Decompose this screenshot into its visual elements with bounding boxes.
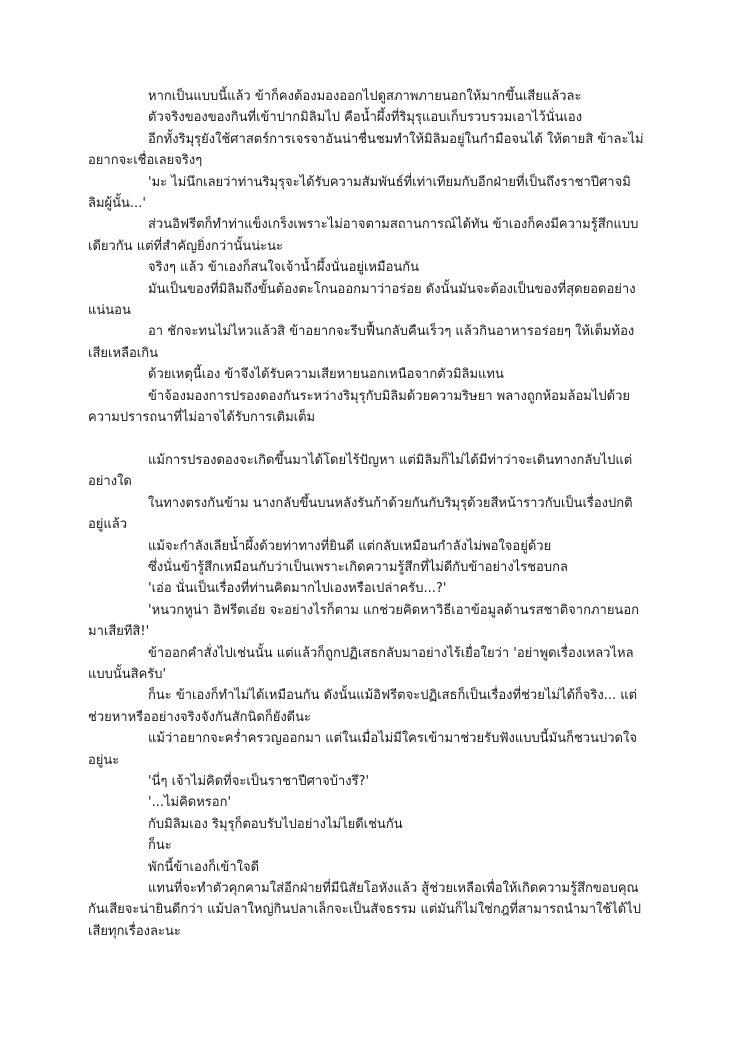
paragraph: ส่วนอิฟรีตก็ทำท่าแข็งเกร็งเพราะไม่อาจตามสถานการณ์ได้ทัน ข้าเองก็คงมีความรู้สึกแบบเดียวกัน แต่ที่สำคัญยิ่งกว่านั้นน่ะนะ [88, 217, 639, 254]
body-text [88, 86, 646, 942]
paragraph: ด้วยเหตุนี้เอง ข้าจึงได้รับความเสียหายนอกเหนือจากตัวมิลิมแทน [148, 367, 504, 383]
paragraph: พักนี้ข้าเองก็เข้าใจดี [148, 859, 260, 875]
paragraph: ข้าออกคำสั่งไปเช่นนั้น แต่แล้วก็ถูกปฏิเสธกลับมาอย่างไร้เยื่อใยว่า 'อย่าพูดเรื่องเหลวไหลแบบนั้นสิครับ' [88, 645, 634, 682]
paragraph: 'นี่ๆ เจ้าไม่คิดที่จะเป็นราชาปีศาจบ้างรึ?' [148, 773, 370, 789]
paragraph: 'หนวกหูน่า อิฟรีตเอ๋ย จะอย่างไรก็ตาม แกช่วยคิดหาวิธีเอาข้อมูลด้านรสชาติจากภายนอกมาเสียทีสิ!' [88, 602, 639, 640]
paragraph: อา ชักจะทนไม่ไหวแล้วสิ ข้าอยากจะรีบฟื้นกลับคืนเร็วๆ แล้วกินอาหารอร่อยๆ ให้เต็มท้องเสียเหลือเกิน [88, 324, 635, 361]
paragraph: ซึ่งนั่นข้ารู้สึกเหมือนกับว่าเป็นเพราะเกิดความรู้สึกที่ไม่ดีกับข้าอย่างไรชอบกล [148, 559, 568, 575]
paragraph: ข้าจ้องมองการปรองดองกันระหว่างริมุรุกับมิลิมด้วยความริษยา พลางถูกห้อมล้อมไปด้วยความปรารถนาที่ไม่อาจได้รับการเติมเต็ม [88, 388, 631, 426]
paragraph: 'มะ ไม่นึกเลยว่าท่านริมุรุจะได้รับความสัมพันธ์ที่เท่าเทียมกับอีกฝ่ายที่เป็นถึงราชาปีศาจมิลิมผู้นั้น...' [88, 174, 631, 212]
paragraph: ตัวจริงของของกินที่เข้าปากมิลิมไป คือน้ำผึ้งที่ริมุรุแอบเก็บรวบรวมเอาไว้นั่นเอง [148, 110, 583, 126]
paragraph: อีกทั้งริมุรุยังใช้ศาสตร์การเจรจาอันน่าชื่นชมทำให้มิลิมอยู่ในกำมือจนได้ ให้ตายสิ ข้าละไม่อยากจะเชื่อเลยจริงๆ [88, 131, 644, 169]
paragraph: ก็นะ ข้าเองก็ทำไม่ได้เหมือนกัน ดังนั้นแม้อิฟรีตจะปฏิเสธก็เป็นเรื่องที่ช่วยไม่ได้ก็จริง... แต่ช่วยหาหรืออย่างจริงจังกันสักนิดก็ยังดีนะ [88, 688, 638, 725]
paragraph: จริงๆ แล้ว ข้าเองก็สนใจเจ้าน้ำผึ้งนั่นอยู่เหมือนกัน [148, 260, 420, 276]
paragraph: แม้การปรองดองจะเกิดขึ้นมาได้โดยไร้ปัญหา แต่มิลิมก็ไม่ได้มีท่าว่าจะเดินทางกลับไปแต่อย่างใด [88, 452, 633, 490]
paragraph: กับมิลิมเอง ริมุรุก็ตอบรับไปอย่างไม่ไยดีเช่นกัน [148, 816, 403, 832]
paragraph: ก็นะ [148, 838, 172, 854]
section-gap [88, 429, 646, 450]
paragraph: ในทางตรงกันข้าม นางกลับขึ้นบนหลังรันก้าด้วยกันกับริมุรุด้วยสีหน้าราวกับเป็นเรื่องปกติอยู่แล้ว [88, 495, 633, 533]
paragraph: แม้ว่าอยากจะคร่ำครวญออกมา แต่ในเมื่อไม่มีใครเข้ามาช่วยรับฟังแบบนี้มันก็ชวนปวดใจอยู่นะ [88, 731, 637, 768]
paragraph: '...ไม่คิดหรอก' [148, 795, 232, 811]
paragraph: แทนที่จะทำตัวคุกคามใส่อีกฝ่ายที่มีนิสัยโอหังแล้ว สู้ช่วยเหลือเพื่อให้เกิดความรู้สึกขอบคุณกันเสียจะน่ายินดีกว่า แม้ปลาใหญ่กินปลาเล็กจะเป็นสัจธรรม แต่มันก็ไม่ใช่กฎที่สามารถนำมาใช้ได้ไปเสียทุกเรื่องละนะ [88, 881, 641, 939]
paragraph: มันเป็นของที่มิลิมถึงขั้นต้องตะโกนออกมาว่าอร่อย ดังนั้นมันจะต้องเป็นของที่สุดยอดอย่างแน่นอน [88, 281, 636, 319]
paragraph: แม้จะกำลังเลียน้ำผึ้งด้วยท่าทางที่ยินดี แต่กลับเหมือนกำลังไม่พอใจอยู่ด้วย [148, 538, 552, 554]
paragraph: หากเป็นแบบนี้แล้ว ข้าก็คงต้องมองออกไปดูสภาพภายนอกให้มากขึ้นเสียแล้วละ [148, 89, 582, 104]
paragraph: 'เอ่อ นั่นเป็นเรื่องที่ท่านคิดมากไปเองหรือเปล่าครับ...?' [148, 581, 447, 597]
